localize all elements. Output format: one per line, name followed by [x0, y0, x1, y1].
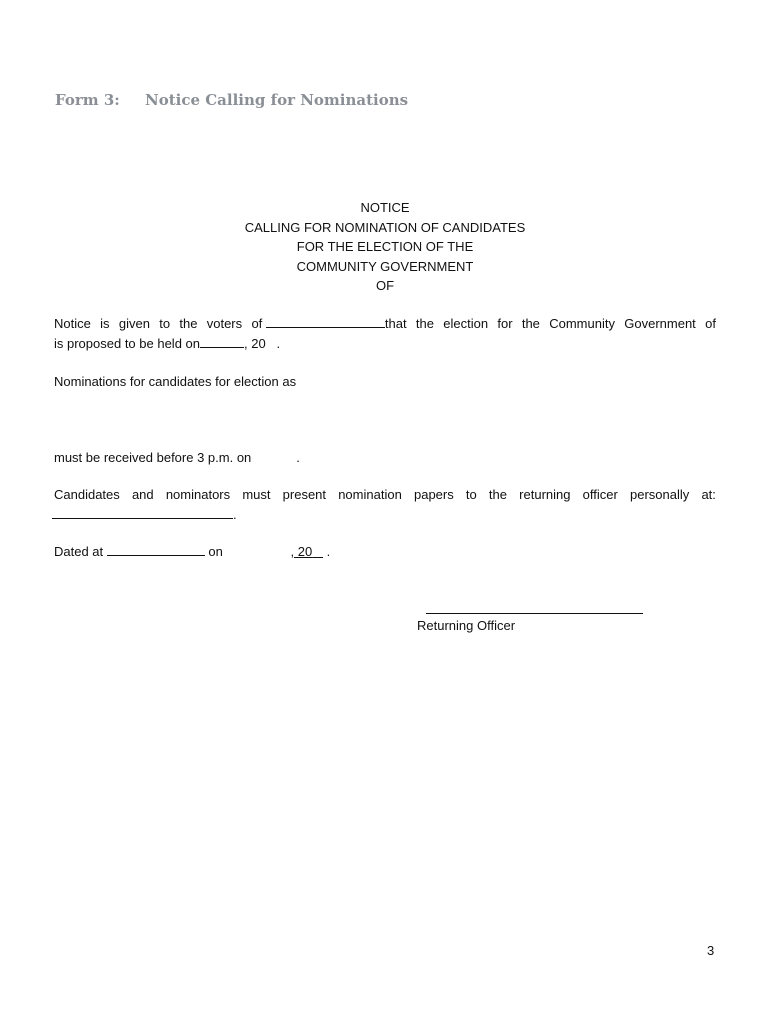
word: nomination	[338, 487, 402, 502]
notice-title-line: CALLING FOR NOMINATION OF CANDIDATES	[244, 219, 526, 235]
notice-title-line: COMMUNITY GOVERNMENT	[296, 258, 474, 274]
text: is proposed to be held on	[54, 335, 200, 351]
nominations-paragraph: Nominations for candidates for election as	[54, 374, 297, 389]
word: Community	[549, 316, 615, 331]
word: that	[384, 316, 407, 331]
form-heading	[55, 91, 408, 109]
word: papers	[413, 487, 454, 502]
paragraph-line	[54, 505, 716, 525]
word: at:	[701, 487, 716, 502]
word: present	[282, 487, 327, 502]
notice-title-block	[0, 198, 770, 296]
word: the	[521, 316, 540, 331]
on-label: on	[208, 544, 223, 559]
word: of	[251, 316, 263, 331]
word: the	[488, 487, 507, 502]
word: to	[465, 487, 477, 502]
present-papers-paragraph	[54, 485, 716, 524]
word: of	[705, 316, 716, 331]
word: personally	[630, 487, 690, 502]
text: , 20	[290, 544, 313, 559]
justified-line	[54, 314, 716, 334]
form-number: Form 3:	[55, 91, 120, 109]
word: Government	[624, 316, 696, 331]
word: is	[100, 316, 110, 331]
word: officer	[582, 487, 618, 502]
justified-line	[54, 485, 716, 505]
returning-officer-label: Returning Officer	[417, 618, 516, 633]
text: .	[296, 450, 300, 465]
word: nominators	[165, 487, 231, 502]
word: voters	[206, 316, 243, 331]
community-name-blank[interactable]	[266, 314, 385, 328]
text: must be received before 3 p.m. on	[54, 450, 252, 465]
word: and	[131, 487, 154, 502]
election-date-blank[interactable]	[200, 334, 244, 348]
notice-title-line: FOR THE ELECTION OF THE	[296, 239, 474, 254]
text: .	[326, 544, 331, 559]
text: .	[233, 506, 237, 522]
form-title: Notice Calling for Nominations	[145, 91, 409, 109]
voters-of-field[interactable]	[251, 314, 406, 334]
word: the	[415, 316, 434, 331]
dated-label: Dated at	[54, 544, 104, 559]
word: for	[497, 316, 513, 331]
dated-date-blank[interactable]	[227, 543, 291, 556]
paragraph-line	[54, 334, 716, 354]
dated-line	[54, 542, 330, 562]
word: must	[242, 487, 271, 502]
signature-line[interactable]	[426, 613, 643, 614]
page-number: 3	[707, 943, 715, 958]
returning-officer-location-blank[interactable]	[52, 505, 233, 519]
word: the	[179, 316, 198, 331]
word: Notice	[54, 316, 91, 331]
word: to	[159, 316, 171, 331]
notice-title-line: OF	[375, 278, 395, 293]
text: .	[276, 335, 281, 351]
deadline-paragraph	[54, 448, 300, 468]
word: returning	[519, 487, 571, 502]
word: given	[118, 316, 150, 331]
text: , 20	[244, 335, 266, 351]
notice-paragraph	[54, 314, 716, 353]
word: election	[443, 316, 489, 331]
notice-title-line: NOTICE	[360, 200, 410, 215]
dated-place-blank[interactable]	[107, 542, 205, 556]
dated-date-field[interactable]	[227, 544, 324, 559]
word: Candidates	[54, 487, 120, 502]
